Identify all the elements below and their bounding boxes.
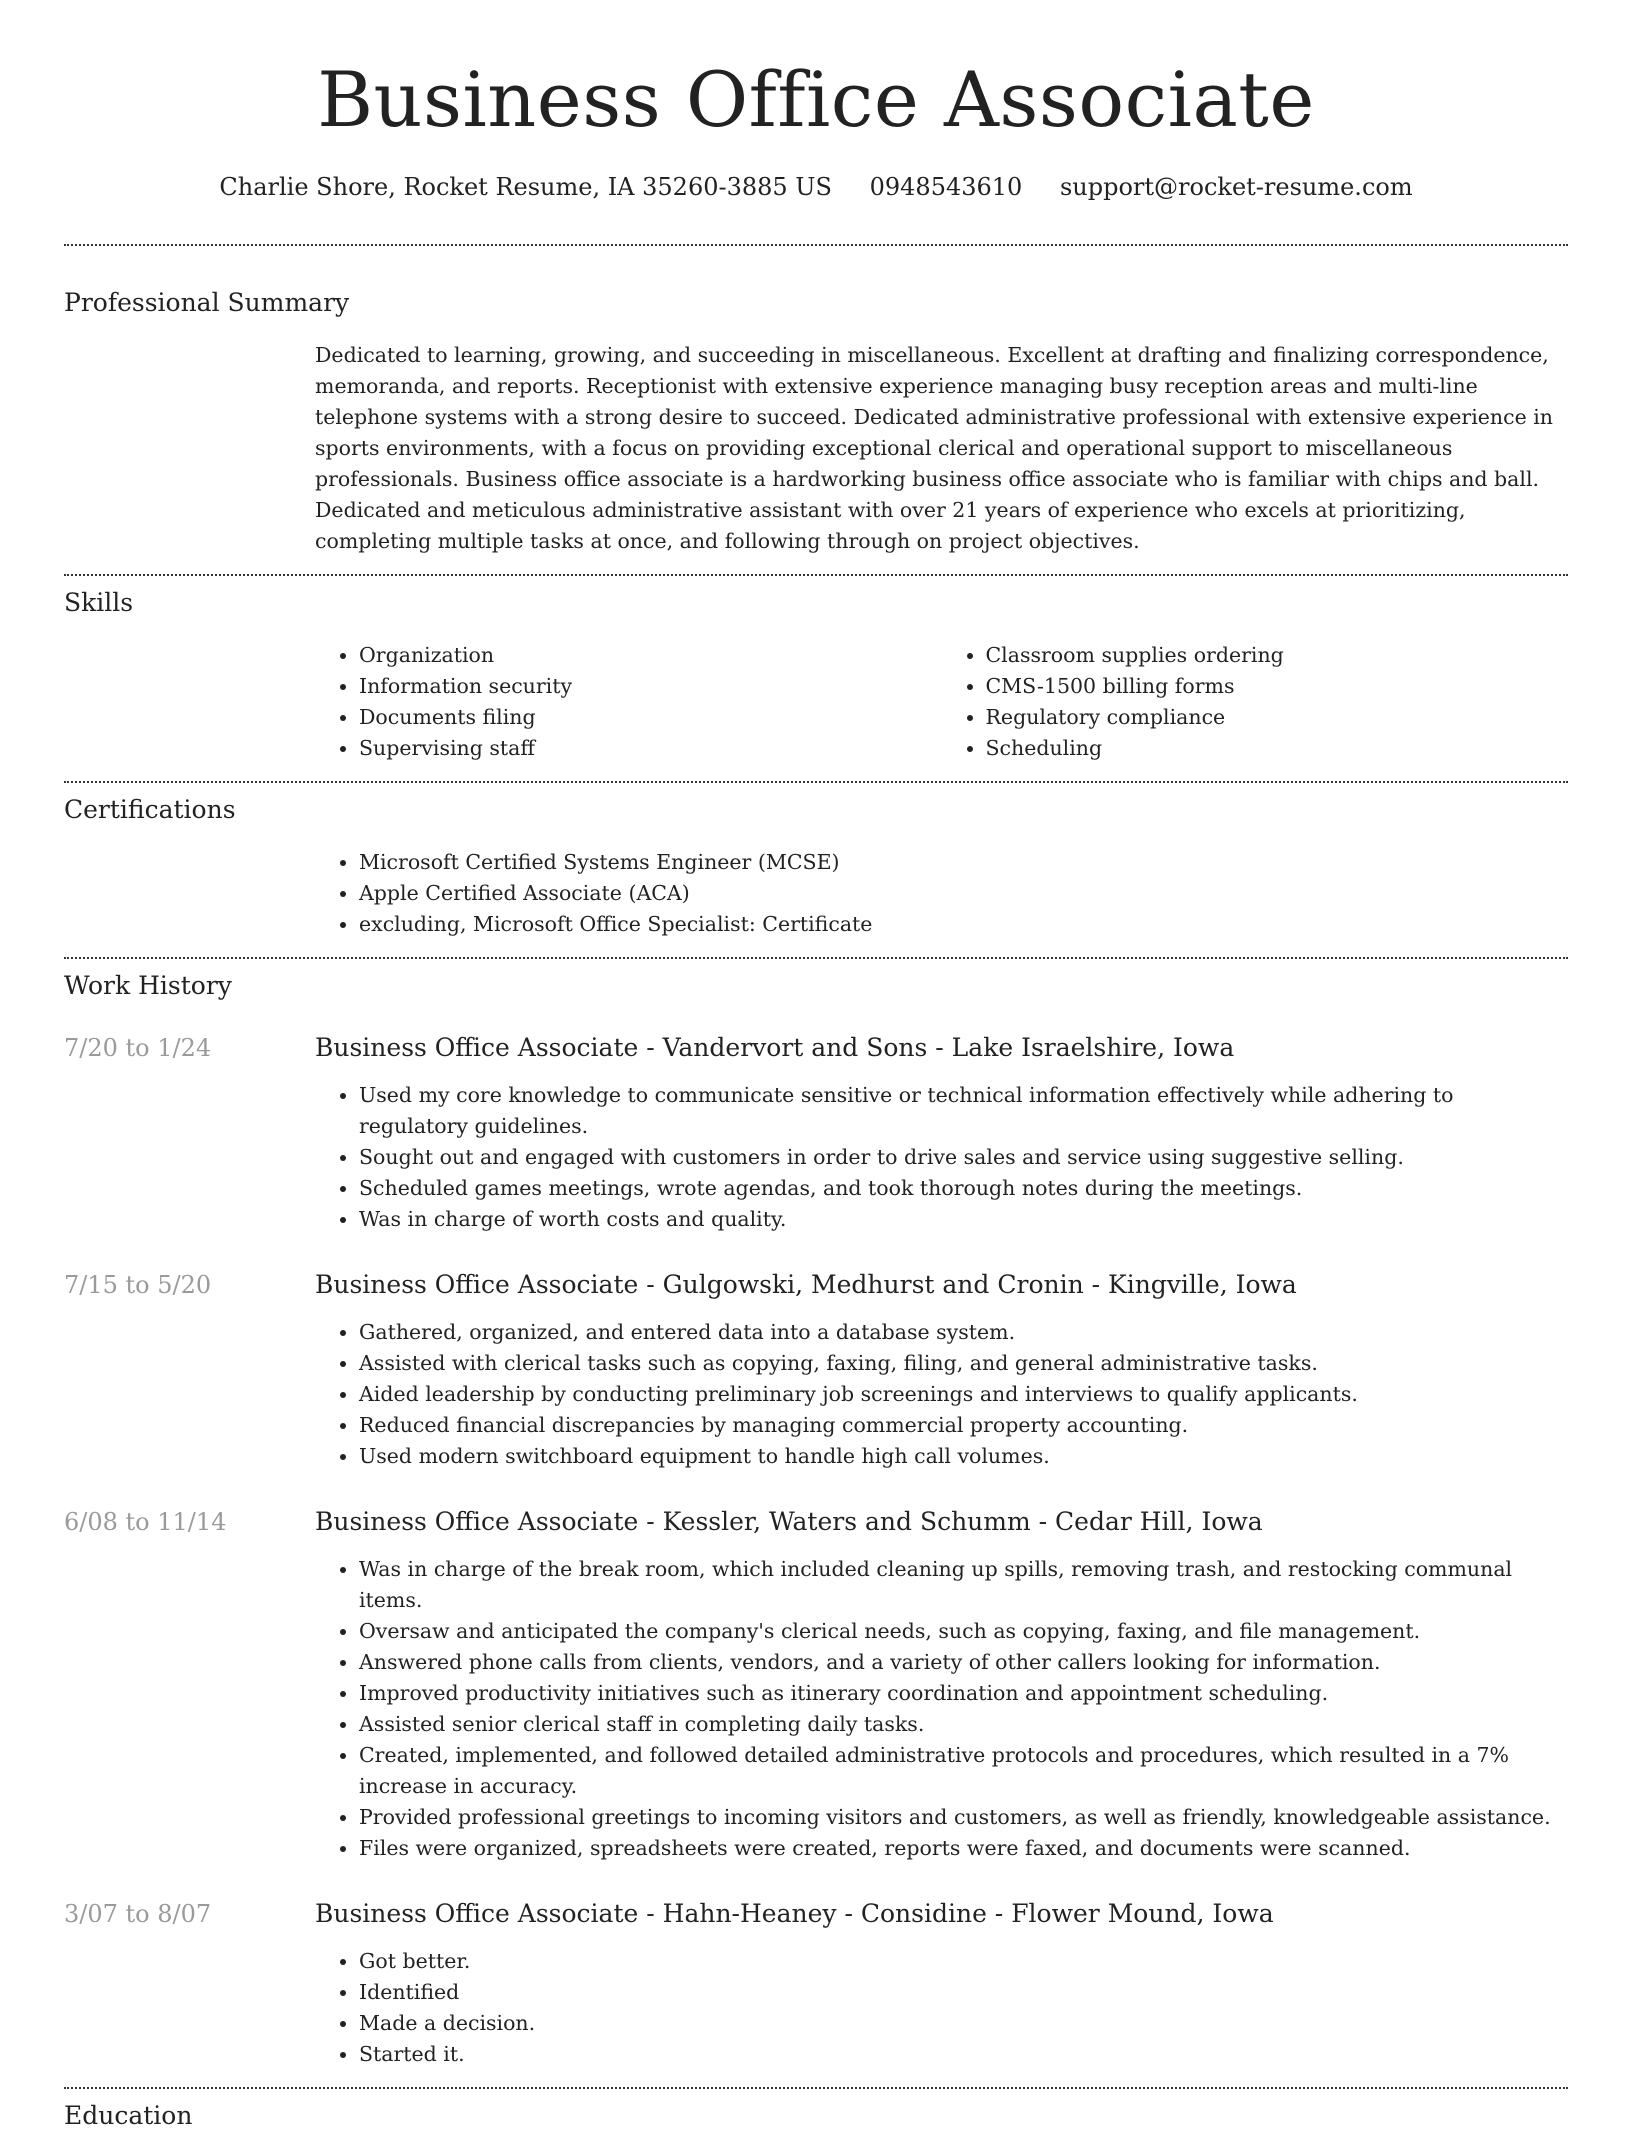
skills-list-right xyxy=(942,640,1569,764)
section-heading-certifications: Certifications xyxy=(64,795,236,824)
list-item: • Used modern switchboard equipment to handle high call volumes. xyxy=(359,1441,1568,1472)
section-heading-summary: Professional Summary xyxy=(64,288,350,317)
job-entry xyxy=(64,1268,1568,1472)
job-bullets xyxy=(315,1554,1568,1864)
list-item: • Improved productivity initiatives such as itinerary coordination and appointment scheduling. xyxy=(359,1678,1568,1709)
list-item: • Supervising staff xyxy=(359,733,942,764)
resume-title: Business Office Associate xyxy=(317,55,1315,144)
section-heading-work-history: Work History xyxy=(64,971,232,1000)
list-item: • Aided leadership by conducting preliminary job screenings and interviews to qualify applicants. xyxy=(359,1379,1568,1410)
list-item: • Apple Certified Associate (ACA) xyxy=(359,878,1568,909)
list-item: • Sought out and engaged with customers in order to drive sales and service using suggestive selling. xyxy=(359,1142,1568,1173)
list-item: • Information security xyxy=(359,671,942,702)
section-heading-education: Education xyxy=(64,2101,193,2130)
certifications-section xyxy=(64,783,1568,940)
section-heading-skills: Skills xyxy=(64,588,134,617)
skills-section xyxy=(64,576,1568,764)
job-date: 6/08 to 11/14 xyxy=(64,1508,227,1536)
job-entry xyxy=(64,1897,1568,2070)
list-item: • Identified xyxy=(359,1977,1568,2008)
list-item: • CMS-1500 billing forms xyxy=(986,671,1569,702)
list-item: • Classroom supplies ordering xyxy=(986,640,1569,671)
job-entry xyxy=(64,1031,1568,1235)
list-item: • Made a decision. xyxy=(359,2008,1568,2039)
list-item: • Used my core knowledge to communicate sensitive or technical information effectively while adhering to regulatory guidelines. xyxy=(359,1080,1568,1142)
list-item: • Scheduling xyxy=(986,733,1569,764)
work-history-section xyxy=(64,959,1568,2070)
job-date: 3/07 to 8/07 xyxy=(64,1900,212,1928)
job-title: Business Office Associate - Kessler, Waters and Schumm - Cedar Hill, Iowa xyxy=(315,1507,1263,1536)
list-item: • Answered phone calls from clients, vendors, and a variety of other callers looking for information. xyxy=(359,1647,1568,1678)
contact-address: Charlie Shore, Rocket Resume, IA 35260-3885 US xyxy=(219,173,832,201)
list-item: • Documents filing xyxy=(359,702,942,733)
list-item: • Started it. xyxy=(359,2039,1568,2070)
job-date: 7/15 to 5/20 xyxy=(64,1271,212,1299)
contact-phone: 0948543610 xyxy=(869,173,1023,201)
job-title: Business Office Associate - Gulgowski, Medhurst and Cronin - Kingville, Iowa xyxy=(315,1270,1297,1299)
list-item: • Assisted with clerical tasks such as copying, faxing, filing, and general administrative tasks. xyxy=(359,1348,1568,1379)
skills-list-left xyxy=(315,640,942,764)
list-item: • Gathered, organized, and entered data into a database system. xyxy=(359,1317,1568,1348)
contact-email: support@rocket-resume.com xyxy=(1059,173,1413,201)
list-item: • Organization xyxy=(359,640,942,671)
list-item: • Got better. xyxy=(359,1946,1568,1977)
job-title: Business Office Associate - Hahn-Heaney - Considine - Flower Mound, Iowa xyxy=(315,1899,1274,1928)
contact-line xyxy=(64,170,1568,204)
job-date: 7/20 to 1/24 xyxy=(64,1034,212,1062)
certifications-list xyxy=(315,847,1568,940)
job-bullets xyxy=(315,1317,1568,1472)
list-item: • Microsoft Certified Systems Engineer (MCSE) xyxy=(359,847,1568,878)
education-section xyxy=(64,2089,1568,2133)
list-item: • Reduced financial discrepancies by managing commercial property accounting. xyxy=(359,1410,1568,1441)
summary-section xyxy=(64,246,1568,557)
list-item: • Scheduled games meetings, wrote agendas, and took thorough notes during the meetings. xyxy=(359,1173,1568,1204)
list-item: • Provided professional greetings to incoming visitors and customers, as well as friendly, knowledgeable assistance. xyxy=(359,1802,1568,1833)
list-item: • Assisted senior clerical staff in completing daily tasks. xyxy=(359,1709,1568,1740)
list-item: • Regulatory compliance xyxy=(986,702,1569,733)
list-item: • excluding, Microsoft Office Specialist: Certificate xyxy=(359,909,1568,940)
list-item: • Was in charge of the break room, which included cleaning up spills, removing trash, and restocking communal items. xyxy=(359,1554,1568,1616)
job-title: Business Office Associate - Vandervort and Sons - Lake Israelshire, Iowa xyxy=(315,1033,1235,1062)
list-item: • Created, implemented, and followed detailed administrative protocols and procedures, which resulted in a 7% increase in accuracy. xyxy=(359,1740,1568,1802)
list-item: • Oversaw and anticipated the company's clerical needs, such as copying, faxing, and file management. xyxy=(359,1616,1568,1647)
job-bullets xyxy=(315,1080,1568,1235)
list-item: • Was in charge of worth costs and quality. xyxy=(359,1204,1568,1235)
list-item: • Files were organized, spreadsheets were created, reports were faxed, and documents were scanned. xyxy=(359,1833,1568,1864)
job-entry xyxy=(64,1505,1568,1864)
summary-text: Dedicated to learning, growing, and succeeding in miscellaneous. Excellent at drafting and finalizing correspondence, memoranda, and reports. Receptionist with extensive experience managing busy reception areas and multi-line telephone systems with a strong desire to succeed. Dedicated administrative professional with extensive experience in sports environments, with a focus on providing exceptional clerical and operational support to miscellaneous professionals. Business office associate is a hardworking business office associate who is familiar with chips and ball. Dedicated and meticulous administrative assistant with over 21 years of experience who excels at prioritizing, completing multiple tasks at once, and following through on project objectives. xyxy=(315,343,1554,553)
job-bullets xyxy=(315,1946,1568,2070)
